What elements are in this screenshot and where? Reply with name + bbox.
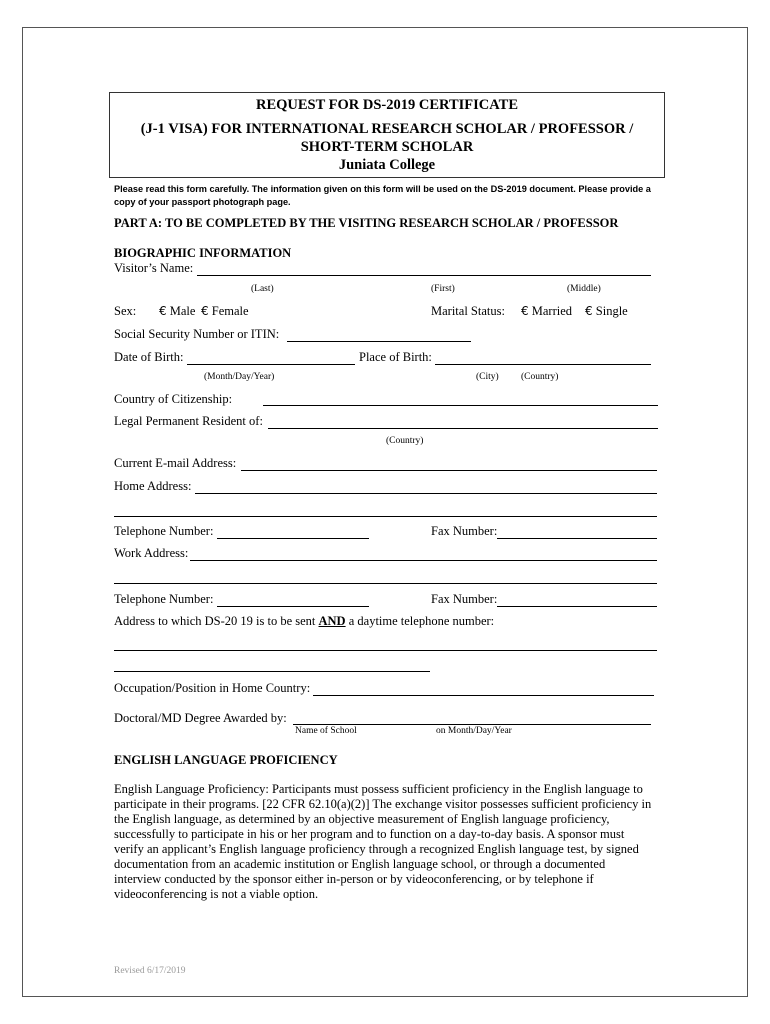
visitor-name-field[interactable] <box>197 275 651 276</box>
ssn-field[interactable] <box>287 341 471 342</box>
ssn-label: Social Security Number or ITIN: <box>114 327 280 341</box>
marital-status-label: Marital Status: <box>431 304 505 318</box>
doctoral-label: Doctoral/MD Degree Awarded by: <box>114 711 287 725</box>
email-field[interactable] <box>241 470 657 471</box>
occupation-label: Occupation/Position in Home Country: <box>114 681 311 695</box>
dob-caption: (Month/Day/Year) <box>204 372 275 382</box>
sex-male-option[interactable]: € Male <box>159 304 196 318</box>
work-address-field-2[interactable] <box>114 583 657 584</box>
home-address-field-2[interactable] <box>114 516 657 517</box>
send-address-field[interactable] <box>114 650 657 651</box>
telephone-field-2[interactable] <box>217 606 369 607</box>
country-caption: (Country) <box>521 372 559 382</box>
form-page <box>22 27 748 997</box>
marital-single-option[interactable]: € Single <box>585 304 628 318</box>
home-address-field[interactable] <box>195 493 657 494</box>
male-checkbox[interactable]: € <box>159 304 167 318</box>
email-label: Current E-mail Address: <box>114 456 237 470</box>
bio-heading: BIOGRAPHIC INFORMATION <box>114 246 292 260</box>
sex-female-option[interactable]: € Female <box>201 304 249 318</box>
english-heading: ENGLISH LANGUAGE PROFICIENCY <box>114 753 338 767</box>
title-box <box>109 92 665 178</box>
sex-label: Sex: <box>114 304 137 318</box>
work-address-label: Work Address: <box>114 546 189 560</box>
first-name-caption: (First) <box>431 284 455 294</box>
marital-married-option[interactable]: € Married <box>521 304 573 318</box>
telephone-label-1: Telephone Number: <box>114 524 214 538</box>
last-name-caption: (Last) <box>251 284 274 294</box>
english-paragraph: English Language Proficiency: Participants must possess sufficient proficiency in the English language to participate in their programs. [22 CFR 62.10(a)(2)] The exchange visitor possesses sufficient proficiency in the English language, as determined by an objective measurement of English language proficiency, successfully to participate in his or her program and to function on a day-to-day basis. A sponsor must verify an applicant’s English language proficiency through a recognized English language test, by signed documentation from an academic institution or English language school, or through a documented interview conducted by the sponsor either in-person or by videoconferencing, or by telephone if videoconferencing is not a viable option. <box>114 782 652 901</box>
doctoral-field[interactable] <box>293 724 651 725</box>
work-address-field[interactable] <box>190 560 657 561</box>
telephone-label-2: Telephone Number: <box>114 592 214 606</box>
fax-field-2[interactable] <box>497 606 657 607</box>
visitor-name-label: Visitor’s Name: <box>114 261 194 275</box>
send-address-field-2[interactable] <box>114 671 430 672</box>
fax-label-1: Fax Number: <box>431 524 498 538</box>
revision-footer: Revised 6/17/2019 <box>114 966 186 976</box>
date-caption: on Month/Day/Year <box>436 726 512 736</box>
female-checkbox[interactable]: € <box>201 304 209 318</box>
lpr-country-caption: (Country) <box>386 436 424 446</box>
telephone-field-1[interactable] <box>217 538 369 539</box>
form-title: REQUEST FOR DS-2019 CERTIFICATE <box>255 97 518 113</box>
fax-field-1[interactable] <box>497 538 657 539</box>
dob-field[interactable] <box>187 364 355 365</box>
part-a-heading: PART A: TO BE COMPLETED BY THE VISITING RESEARCH SCHOLAR / PROFESSOR <box>114 216 619 230</box>
married-checkbox[interactable]: € <box>521 304 529 318</box>
send-address-label: Address to which DS-20 19 is to be sent AND a daytime telephone number: <box>114 614 495 628</box>
college-name: Juniata College <box>338 157 436 173</box>
citizenship-label: Country of Citizenship: <box>114 392 233 406</box>
middle-name-caption: (Middle) <box>567 284 601 294</box>
home-address-label: Home Address: <box>114 479 192 493</box>
fax-label-2: Fax Number: <box>431 592 498 606</box>
lpr-label: Legal Permanent Resident of: <box>114 414 263 428</box>
citizenship-field[interactable] <box>263 405 658 406</box>
school-caption: Name of School <box>295 726 357 736</box>
pob-label: Place of Birth: <box>359 350 432 364</box>
dob-label: Date of Birth: <box>114 350 184 364</box>
occupation-field[interactable] <box>313 695 654 696</box>
single-checkbox[interactable]: € <box>585 304 593 318</box>
city-caption: (City) <box>476 372 499 382</box>
instructions: Please read this form carefully. The information given on this form will be used on the DS-2019 document. Please provide a copy of your passport photograph page. <box>114 184 651 207</box>
form-subtitle: (J-1 VISA) FOR INTERNATIONAL RESEARCH SCHOLAR / PROFESSOR / SHORT-TERM SCHOLAR Juniata College <box>110 120 664 174</box>
lpr-field[interactable] <box>268 428 658 429</box>
pob-field[interactable] <box>435 364 651 365</box>
